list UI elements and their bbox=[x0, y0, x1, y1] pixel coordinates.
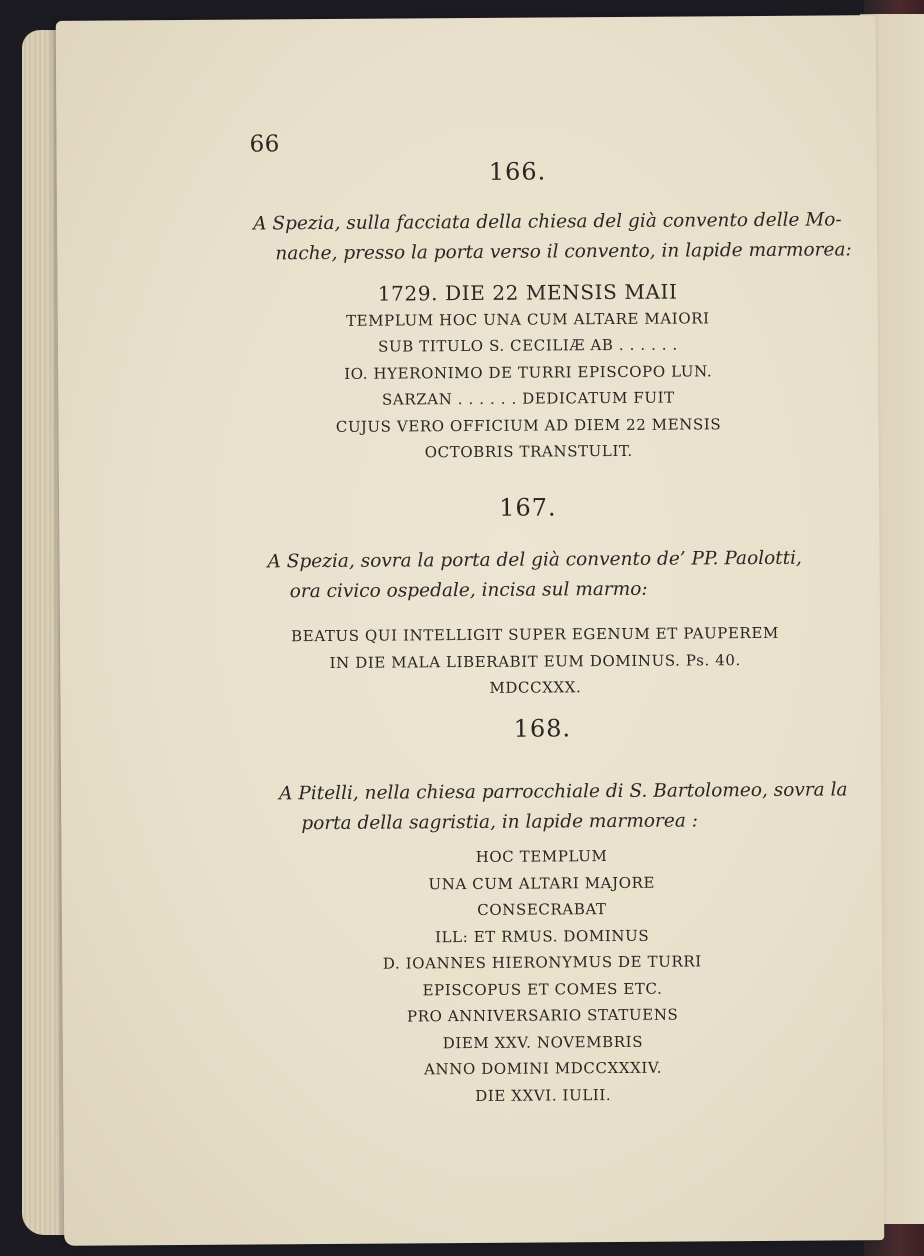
inscription-line: ANNO DOMINI MDCCXXXIV. bbox=[423, 1058, 663, 1079]
section-intro bbox=[253, 205, 852, 269]
section-166 bbox=[56, 15, 876, 462]
inscription-line: PRO ANNIVERSARIO STATUENS bbox=[406, 1005, 679, 1026]
inscription bbox=[270, 620, 801, 703]
intro-line: A Spezia, sovra la porta del già convento de’ PP. Paolotti, bbox=[267, 547, 802, 573]
inscription-line: SUB TITULO S. CECILIÆ AB . . . . . . bbox=[378, 335, 678, 356]
inscription-line: DIEM XXV. NOVEMBRIS bbox=[442, 1032, 644, 1052]
inscription-line: HOC TEMPLUM bbox=[475, 847, 608, 866]
inscription-line: CONSECRABAT bbox=[477, 900, 607, 919]
section-number: 166. bbox=[488, 157, 547, 186]
inscription-line: UNA CUM ALTARI MAJORE bbox=[428, 873, 656, 893]
inscription-line: TEMPLUM HOC UNA CUM ALTARE MAIORI bbox=[345, 308, 710, 330]
intro-line: ora civico ospedale, incisa sul marmo: bbox=[289, 578, 648, 603]
book-page bbox=[56, 15, 885, 1246]
intro-line: A Pitelli, nella chiesa parrocchiale di S. Bartolomeo, sovra la bbox=[279, 779, 848, 805]
inscription-line: IN DIE MALA LIBERABIT EUM DOMINUS. Ps. 40. bbox=[329, 650, 741, 672]
intro-line: nache, presso la porta verso il convento, in lapide marmorea: bbox=[275, 239, 852, 265]
inscription-line: 1729. DIE 22 MENSIS MAII bbox=[377, 279, 678, 306]
intro-line: A Spezia, sulla facciata della chiesa del già convento delle Mo- bbox=[253, 209, 842, 235]
inscription-line: BEATUS QUI INTELLIGIT SUPER EGENUM ET PAUPEREM bbox=[291, 623, 779, 646]
page-number: 66 bbox=[249, 131, 280, 158]
intro-line: porta della sagristia, in lapide marmorea : bbox=[301, 810, 699, 835]
inscription bbox=[288, 278, 769, 467]
inscription-line: MDCCXXX. bbox=[489, 678, 582, 697]
section-number: 168. bbox=[513, 714, 572, 743]
inscription-line: OCTOBRIS TRANSTULIT. bbox=[424, 441, 633, 462]
inscription-line: CUJUS VERO OFFICIUM AD DIEM 22 MENSIS bbox=[335, 414, 722, 436]
section-intro bbox=[267, 544, 802, 608]
inscription-line: ILL: ET RMUS. DOMINUS bbox=[434, 926, 650, 946]
inscription bbox=[331, 842, 753, 1110]
inscription-line: SARZAN . . . . . . DEDICATUM FUIT bbox=[381, 388, 675, 409]
section-number: 167. bbox=[499, 493, 557, 522]
inscription-line: IO. HYERONIMO DE TURRI EPISCOPO LUN. bbox=[344, 361, 713, 383]
section-intro bbox=[279, 775, 848, 839]
inscription-line: DIE XXVI. IULII. bbox=[475, 1085, 612, 1105]
inscription-line: D. IOANNES HIERONYMUS DE TURRI bbox=[382, 952, 702, 973]
inscription-line: EPISCOPUS ET COMES ETC. bbox=[422, 979, 663, 999]
